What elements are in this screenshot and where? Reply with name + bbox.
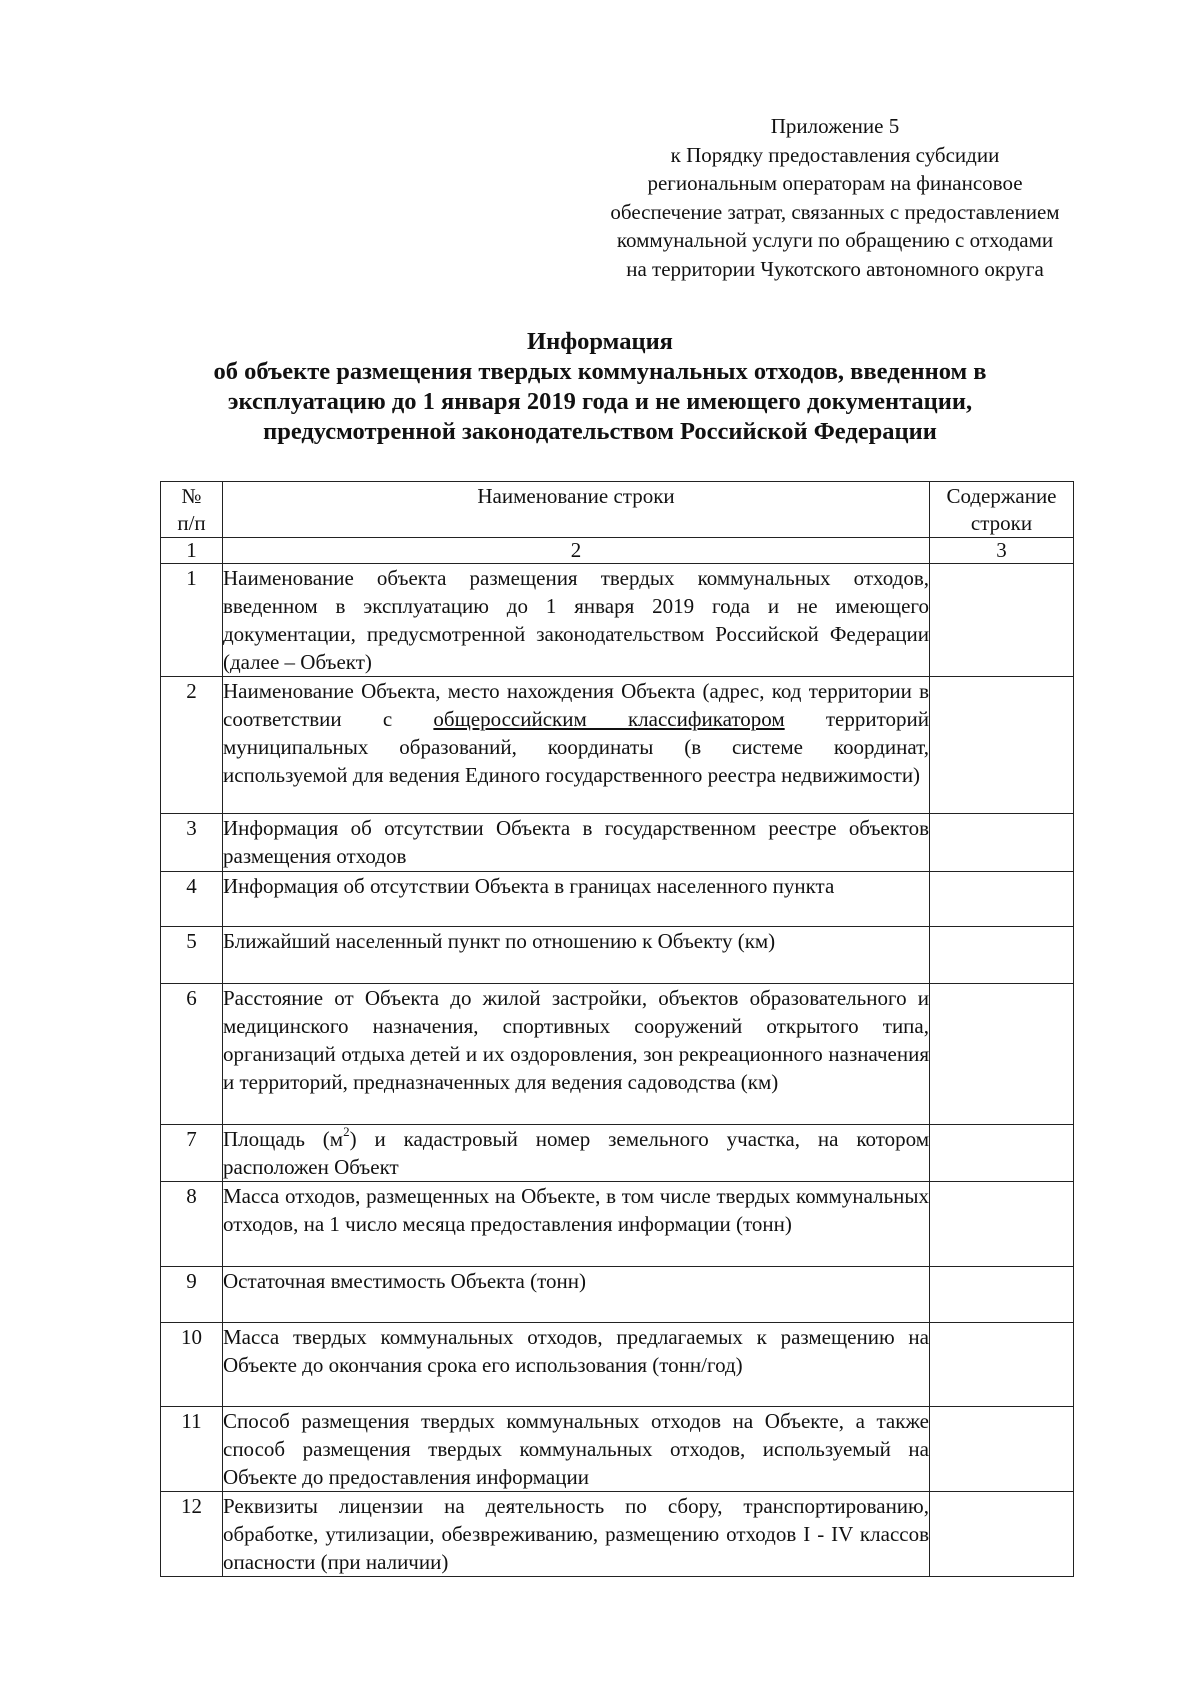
title-line: предусмотренной законодательством Российской Федерации bbox=[263, 418, 937, 445]
row-number: 7 bbox=[161, 1125, 223, 1182]
row-text: Способ размещения твердых коммунальных отходов на Объекте, а также способ размещения твердых коммунальных отходов, используемый на Объекте до предоставления информации bbox=[223, 1407, 930, 1492]
row-value-cell[interactable] bbox=[930, 1267, 1074, 1323]
row-number: 10 bbox=[161, 1323, 223, 1407]
superscript: 2 bbox=[343, 1124, 350, 1139]
row-value-cell[interactable] bbox=[930, 1125, 1074, 1182]
row-value-cell[interactable] bbox=[930, 1182, 1074, 1267]
row-text: Реквизиты лицензии на деятельность по сбору, транспортированию, обработке, утилизации, обезвреживанию, размещению отходов I - IV классов опасности (при наличии) bbox=[223, 1492, 930, 1577]
table-row bbox=[161, 814, 1074, 872]
header-number-abbr: п/п bbox=[177, 511, 206, 535]
table-row bbox=[161, 1323, 1074, 1407]
table-row bbox=[161, 1492, 1074, 1577]
column-index-cell: 3 bbox=[930, 538, 1074, 564]
row-value-cell[interactable] bbox=[930, 1492, 1074, 1577]
row-value-cell[interactable] bbox=[930, 814, 1074, 872]
appendix-line: на территории Чукотского автономного округа bbox=[626, 256, 1044, 281]
appendix-line: региональным операторам на финансовое bbox=[647, 171, 1023, 195]
row-number: 8 bbox=[161, 1182, 223, 1267]
row-text: Информация об отсутствии Объекта в границах населенного пункта bbox=[223, 872, 930, 927]
appendix-line: обеспечение затрат, связанных с предоставлением bbox=[610, 199, 1060, 224]
row-value-cell[interactable] bbox=[930, 1323, 1074, 1407]
title-line: Информация bbox=[527, 328, 673, 355]
row-text: Остаточная вместимость Объекта (тонн) bbox=[223, 1267, 930, 1323]
row-number: 6 bbox=[161, 984, 223, 1125]
row-text: Ближайший населенный пункт по отношению к Объекту (км) bbox=[223, 927, 930, 984]
table-row bbox=[161, 677, 1074, 814]
table-row bbox=[161, 1267, 1074, 1323]
table-row bbox=[161, 927, 1074, 984]
table-row bbox=[161, 872, 1074, 927]
document-title bbox=[150, 327, 1050, 447]
header-name-label: Наименование строки bbox=[477, 484, 675, 508]
header-content-cell bbox=[930, 482, 1074, 538]
appendix-line: коммунальной услуги по обращению с отходами bbox=[616, 228, 1054, 252]
column-index-row bbox=[161, 538, 1074, 564]
classifier-link[interactable]: общероссийским классификатором bbox=[433, 707, 785, 731]
row-text-part: Площадь (м bbox=[223, 1127, 344, 1151]
row-text: Информация об отсутствии Объекта в государственном реестре объектов размещения отходов bbox=[223, 814, 930, 872]
table-row bbox=[161, 1182, 1074, 1267]
row-number: 2 bbox=[161, 677, 223, 814]
table-row bbox=[161, 984, 1074, 1125]
row-value-cell[interactable] bbox=[930, 1407, 1074, 1492]
appendix-line: к Порядку предоставления субсидии bbox=[670, 142, 1000, 167]
row-number: 9 bbox=[161, 1267, 223, 1323]
row-value-cell[interactable] bbox=[930, 872, 1074, 927]
table-row bbox=[161, 1125, 1074, 1182]
row-number: 11 bbox=[161, 1407, 223, 1492]
column-index-cell: 2 bbox=[223, 538, 930, 564]
title-line: эксплуатацию до 1 января 2019 года и не имеющего документации, bbox=[227, 388, 973, 415]
row-text: Масса твердых коммунальных отходов, предлагаемых к размещению на Объекте до окончания срока его использования (тонн/год) bbox=[223, 1323, 930, 1407]
table-row bbox=[161, 564, 1074, 677]
row-text: Наименование объекта размещения твердых коммунальных отходов, введенном в эксплуатацию до 1 января 2019 года и не имеющего документации, предусмотренной законодательством Российской Федерации (далее – Объект) bbox=[223, 564, 930, 677]
row-value-cell[interactable] bbox=[930, 677, 1074, 814]
row-text-part: Наименование Объекта, место нахождения Объекта (адрес, код территории в соответствии с bbox=[223, 679, 929, 731]
row-text: Расстояние от Объекта до жилой застройки, объектов образовательного и медицинского назначения, спортивных сооружений открытого типа, организаций отдыха детей и их оздоровления, зон рекреационного назначения и территорий, предназначенных для ведения садоводства (км) bbox=[223, 984, 930, 1125]
row-number: 1 bbox=[161, 564, 223, 677]
row-number: 3 bbox=[161, 814, 223, 872]
header-content-line: строки bbox=[970, 511, 1033, 535]
appendix-line: Приложение 5 bbox=[770, 114, 900, 138]
title-line: об объекте размещения твердых коммунальных отходов, введенном в bbox=[213, 358, 987, 385]
row-text bbox=[223, 677, 930, 814]
header-content-line: Содержание bbox=[946, 484, 1057, 508]
header-name-cell bbox=[223, 482, 930, 538]
header-number-symbol: № bbox=[181, 484, 202, 508]
row-text-part: ) и кадастровый номер земельного участка, на котором расположен Объект bbox=[223, 1127, 929, 1179]
header-number-cell bbox=[161, 482, 223, 538]
row-number: 12 bbox=[161, 1492, 223, 1577]
row-number: 5 bbox=[161, 927, 223, 984]
row-text: Масса отходов, размещенных на Объекте, в том числе твердых коммунальных отходов, на 1 число месяца предоставления информации (тонн) bbox=[223, 1182, 930, 1267]
row-number: 4 bbox=[161, 872, 223, 927]
column-index-cell: 1 bbox=[161, 538, 223, 564]
row-text bbox=[223, 1125, 930, 1182]
table-row bbox=[161, 1407, 1074, 1492]
row-value-cell[interactable] bbox=[930, 984, 1074, 1125]
table-header-row bbox=[161, 482, 1074, 538]
row-value-cell[interactable] bbox=[930, 564, 1074, 677]
row-text-part: территорий муниципальных образований, координаты (в системе координат, используемой для ведения Единого государственного реестра недвижимости) bbox=[223, 707, 929, 787]
information-table bbox=[160, 481, 1074, 1577]
appendix-header bbox=[585, 112, 1085, 283]
row-value-cell[interactable] bbox=[930, 927, 1074, 984]
